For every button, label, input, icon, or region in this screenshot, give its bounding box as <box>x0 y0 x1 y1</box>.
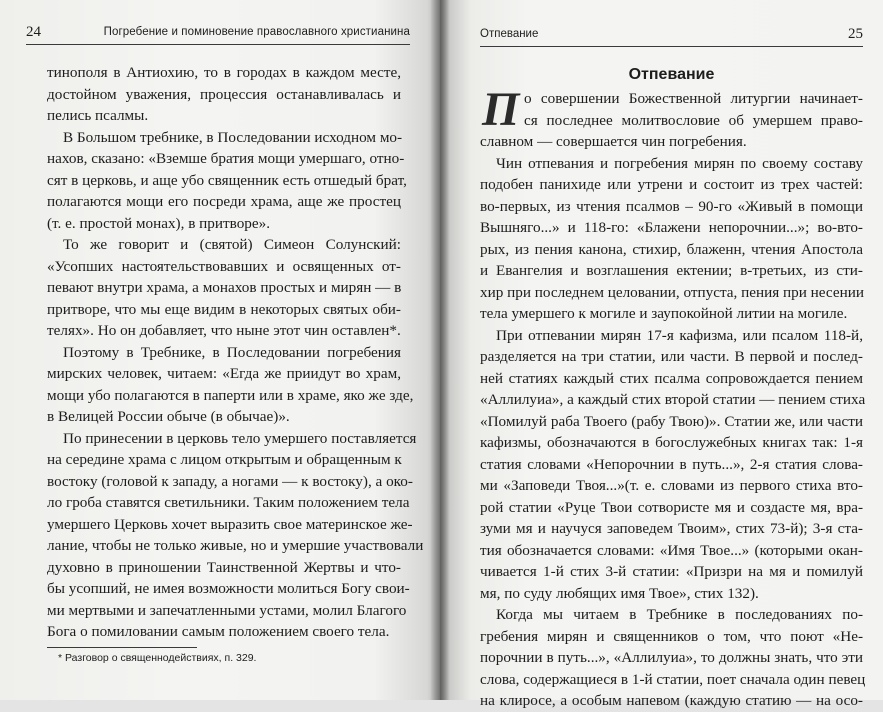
text-line: кафизмы, обозначаются в богослужебных книгах так: 1-я <box>480 434 863 451</box>
footnote-divider <box>47 647 197 648</box>
text-line: в Велицей России обыче (в обычае)». <box>47 408 290 425</box>
text-line: ми «Заповеди Твоя...»(т. е. словами из первого стиха вто- <box>480 477 863 494</box>
text-line: нахов, сказано: «Вземше братия мощи умершаго, отно- <box>47 150 405 167</box>
text-line: слова, содержащиеся в 1-й статии, поет сначала один певец <box>480 670 866 688</box>
text-line: «Усопших настоятельствовавших и освященных от- <box>47 257 401 275</box>
text-line: В Большом требнике, в Последовании исходном мо- <box>63 128 403 146</box>
drop-cap: П <box>482 83 520 136</box>
text-line: и Евангелия и возглашения ектении; в-третьих, из сти- <box>480 262 863 279</box>
text-line: рых, из пения канона, стихир, блаженн, чтения Апостола <box>480 240 863 258</box>
text-line: духовно в приношении Таинственной Жертвы и что- <box>47 558 401 576</box>
text-line: ло гроба ставятся светильники. Таким положением тела <box>47 494 410 511</box>
right-body-text <box>480 64 866 712</box>
text-line: тия обозначается словами: «Имя Твое...» (которыми окан- <box>480 541 863 559</box>
text-line: порочнии в путь...», «Аллилуиа», то должны знать, что эти <box>480 649 863 666</box>
right-page-number: 25 <box>848 26 863 42</box>
left-running-header <box>26 24 410 45</box>
text-line: достойном уважения, процессия останавливалась и <box>47 85 401 103</box>
text-line: ся последнее молитвословие об умершем право- <box>524 111 863 129</box>
text-line: на середине храма с лицом открытым и обращенным к <box>47 451 402 468</box>
text-line: гребения мирян и священников о том, что поют «Не- <box>480 627 863 645</box>
text-line: во-первых, из чтения псалмов – 90-го «Живый в помощи <box>480 197 863 215</box>
text-line: зуми мя и научуся заповедем Твоим», стих 73-й); 3-я ста- <box>480 520 863 537</box>
text-line: о совершении Божественной литургии начинает- <box>524 90 863 107</box>
opening-paragraph <box>480 83 863 136</box>
text-line: хир при последнем целовании, отпуста, пения при несении <box>480 283 864 301</box>
text-line: ней статиях каждый стих псалма сопровождается пением <box>480 369 863 387</box>
text-line: рой статии «Руце Твои сотвористе мя и создасте мя, вра- <box>480 498 863 516</box>
left-running-title: Погребение и поминовение православного христианина <box>103 26 410 38</box>
right-running-title: Отпевание <box>480 28 539 40</box>
right-running-header <box>480 26 863 47</box>
text-line: сят в церковь, и аще убо священник есть отшедый брат, <box>47 171 407 189</box>
text-line: Вышняго...» и 118-го: «Блажени непорочнии...»; во-вто- <box>480 219 863 236</box>
text-line: бы усопший, не имея возможности молиться Богу свои- <box>47 580 410 597</box>
text-line: Когда мы читаем в Требнике в последованиях по- <box>496 606 863 623</box>
text-line: чивается 1-й стих 3-й статии: «Призри на мя и помилуй <box>480 563 863 580</box>
footnote: * Разговор о священнодействиях, п. 329. <box>58 652 257 664</box>
left-page-number: 24 <box>26 24 41 40</box>
text-line: Чин отпевания и погребения мирян по своему составу <box>496 154 863 172</box>
text-line: «Помилуй раба Твоего (рабу Твою)». Статии же, или части <box>480 412 863 430</box>
text-line: славном — совершается чин погребения. <box>480 133 747 150</box>
text-line: подобен панихиде или утрени и состоит из трех частей: <box>480 176 863 193</box>
text-line: телях». Но он добавляет, что ныне этот чин оставлен*. <box>47 322 401 339</box>
text-line: Бога о помиловании самым положением своего тела. <box>47 623 390 640</box>
text-line: По принесении в церковь тело умершего поставляется <box>63 429 417 447</box>
text-line: статия словами «Непорочнии в путь...», 2-я статия слова- <box>480 455 863 473</box>
text-line: (т. е. простой монах), в притворе». <box>47 214 271 232</box>
text-line: полагаются мощи его посреди храма, аще же простец <box>47 193 401 210</box>
text-line: лание, чтобы не только живые, но и умершие участвовали <box>47 537 424 554</box>
text-line: «Аллилуиа», а каждый стих второй статии — пением стиха <box>480 391 866 408</box>
section-heading: Отпевание <box>628 66 715 83</box>
text-line: тела умершего к могиле и заупокойной литии на могиле. <box>480 305 848 322</box>
left-page <box>0 0 440 700</box>
text-line: на клиросе, а особым напевом (каждую статию — на осо- <box>480 692 863 709</box>
text-line: То же говорит и (святой) Симеон Солунский: <box>63 236 401 253</box>
text-line: пелись псалмы. <box>47 107 149 124</box>
text-line: разделяется на три статии, или части. В первой и послед- <box>480 348 863 365</box>
text-line: певают внутри храма, а монахов простых и мирян — в <box>47 279 402 296</box>
text-line: тинополя в Антиохию, то в городах в каждом месте, <box>47 64 401 81</box>
text-line: При отпевании мирян 17-я кафизма, или псалом 118-й, <box>496 326 863 344</box>
text-line: мощи убо полагаются в паперти или в храме, яко же зде, <box>47 386 414 404</box>
left-body-text <box>47 62 424 643</box>
book-spine <box>430 0 450 700</box>
text-line: мя, по суду любящих имя Твое», стих 132). <box>480 584 759 602</box>
text-line: мирских человек, читаем: «Егда же приидут во храм, <box>47 365 401 382</box>
text-line: ми мертвыми и запечатленными устами, молил Благого <box>47 601 407 619</box>
text-line: востоку (головой к западу, а ногами — к востоку), а око- <box>47 472 413 490</box>
text-line: Поэтому в Требнике, в Последовании погребения <box>63 343 401 361</box>
text-line: притворе, что мы еще видим в некоторых святых оби- <box>47 300 401 318</box>
text-line: умершего Церковь хочет выразить свое материнское же- <box>47 515 413 533</box>
right-page <box>440 0 883 709</box>
